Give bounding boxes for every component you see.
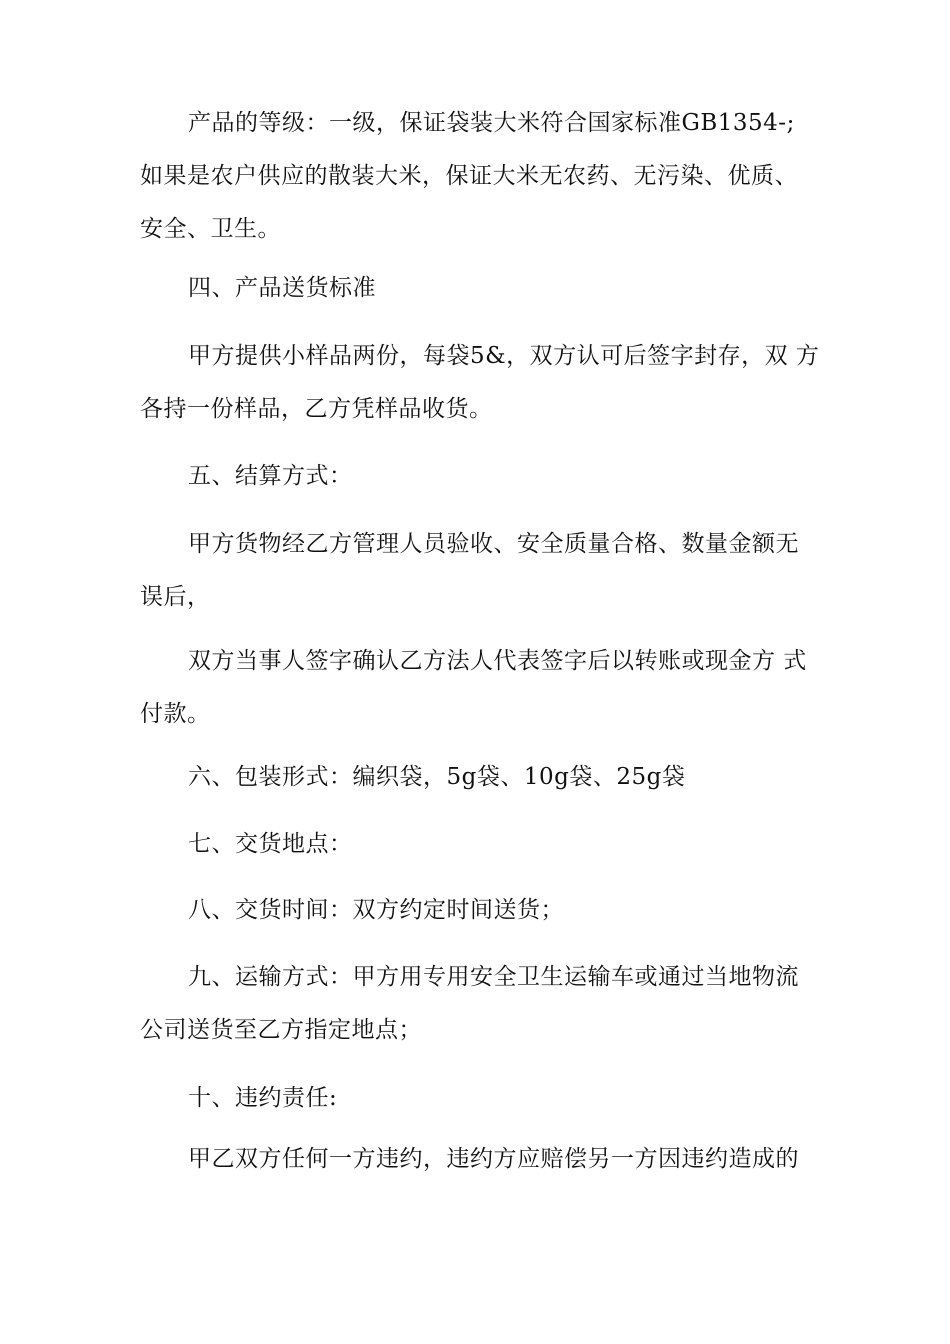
paragraph-transport	[140, 951, 830, 1057]
paragraph-samples	[140, 330, 830, 436]
paragraph-breach	[140, 1133, 830, 1186]
text-line: 甲乙双方任何一方违约，违约方应赔偿另一方因违约造成的	[188, 1146, 799, 1172]
text-line: 五、结算方式：	[188, 463, 353, 489]
text-line: 四、产品送货标准	[188, 275, 376, 301]
text-line: 安全、卫生。	[140, 216, 281, 242]
text-line: 甲方货物经乙方管理人员验收、安全质量合格、数量金额无	[188, 531, 799, 557]
section-heading-settlement	[140, 450, 830, 503]
text-line: 如果是农户供应的散装大米，保证大米无农药、无污染、优质、	[140, 163, 798, 189]
text-line: 六、包装形式：编织袋，5g袋、10g袋、25g袋	[188, 764, 686, 790]
text-line: 八、交货时间：双方约定时间送货；	[188, 897, 564, 923]
paragraph-payment	[140, 635, 830, 741]
text-line: 各持一份样品，乙方凭样品收货。	[140, 396, 493, 422]
text-line: 公司送货至乙方指定地点；	[140, 1017, 422, 1043]
section-heading-delivery-time	[140, 884, 830, 937]
text-line: 七、交货地点：	[188, 831, 353, 857]
text-line: 甲方提供小样品两份，每袋5&，双方认可后签字封存，双 方	[188, 343, 820, 369]
text-line: 九、运输方式：甲方用专用安全卫生运输车或通过当地物流	[188, 964, 799, 990]
section-heading-delivery-standard	[140, 262, 830, 315]
text-line: 双方当事人签字确认乙方法人代表签字后以转账或现金方 式	[188, 648, 807, 674]
text-line: 付款。	[140, 701, 211, 727]
paragraph-product-grade	[140, 97, 830, 256]
text-line: 误后，	[140, 584, 211, 610]
section-heading-delivery-location	[140, 818, 830, 871]
paragraph-acceptance	[140, 518, 830, 624]
text-line: 产品的等级：一级，保证袋装大米符合国家标准GB1354-;	[188, 110, 795, 136]
text-line: 十、违约责任:	[188, 1085, 338, 1111]
section-heading-packaging	[140, 751, 830, 804]
section-heading-liability	[140, 1072, 830, 1125]
